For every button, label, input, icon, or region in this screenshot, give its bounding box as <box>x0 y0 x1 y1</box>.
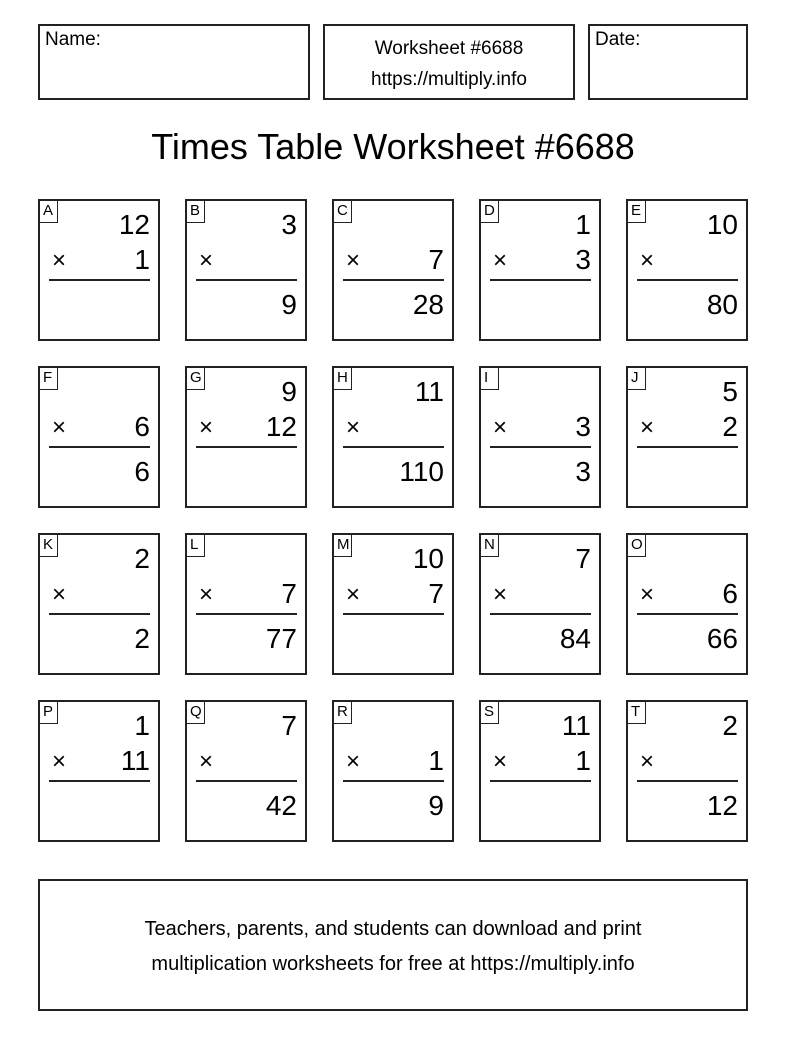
answer-value: 12 <box>706 790 738 821</box>
problem-cell <box>185 533 307 675</box>
problem-letter: D <box>481 201 499 223</box>
footer-line-1: Teachers, parents, and students can download and print <box>144 918 642 940</box>
problem-cell <box>626 366 748 508</box>
problem-letter: G <box>187 368 205 390</box>
answer-value: 3 <box>575 456 591 487</box>
answer-line <box>196 279 297 281</box>
top-factor: 2 <box>134 543 150 574</box>
answer-line <box>343 279 444 281</box>
problem-letter: J <box>628 368 646 390</box>
problem-cell <box>332 199 454 341</box>
problem-letter: K <box>40 535 58 557</box>
page-title: Times Table Worksheet #6688 <box>151 126 635 167</box>
answer-line <box>49 446 150 448</box>
multiply-sign: × <box>346 247 361 274</box>
answer-line <box>196 780 297 782</box>
problem-letter: S <box>481 702 499 724</box>
problem-cell <box>185 700 307 842</box>
top-factor: 5 <box>722 376 738 407</box>
top-factor: 2 <box>722 710 738 741</box>
problem-cell <box>185 199 307 341</box>
answer-value: 42 <box>265 790 297 821</box>
problem-letter: P <box>40 702 58 724</box>
problem-grid <box>38 199 750 843</box>
multiply-sign: × <box>346 748 361 775</box>
answer-line <box>49 279 150 281</box>
multiply-sign: × <box>52 247 67 274</box>
problem-cell <box>479 700 601 842</box>
problem-letter: T <box>628 702 646 724</box>
problem-cell <box>38 366 160 508</box>
worksheet-url: https://multiply.info <box>371 69 527 90</box>
answer-value: 9 <box>281 289 297 320</box>
top-factor: 12 <box>118 209 150 240</box>
multiply-sign: × <box>493 247 508 274</box>
multiply-sign: × <box>199 414 214 441</box>
problem-cell <box>332 700 454 842</box>
multiply-sign: × <box>640 247 655 274</box>
problem-cell <box>332 533 454 675</box>
problem-cell <box>332 366 454 508</box>
problem-letter: L <box>187 535 205 557</box>
multiply-sign: × <box>640 414 655 441</box>
answer-value: 6 <box>134 456 150 487</box>
top-factor: 3 <box>281 209 297 240</box>
bottom-factor: 7 <box>428 578 444 609</box>
problem-letter: C <box>334 201 352 223</box>
multiply-sign: × <box>199 581 214 608</box>
answer-value: 28 <box>412 289 444 320</box>
answer-value: 110 <box>399 456 444 487</box>
answer-value: 2 <box>134 623 150 654</box>
name-label: Name: <box>45 29 101 50</box>
answer-line <box>196 613 297 615</box>
problem-cell <box>479 366 601 508</box>
top-factor: 1 <box>575 209 591 240</box>
bottom-factor: 3 <box>575 244 591 275</box>
multiply-sign: × <box>199 247 214 274</box>
answer-line <box>49 613 150 615</box>
name-field-box[interactable] <box>38 24 310 100</box>
problem-letter: E <box>628 201 646 223</box>
top-factor: 7 <box>281 710 297 741</box>
bottom-factor: 6 <box>134 411 150 442</box>
multiply-sign: × <box>493 414 508 441</box>
top-factor: 10 <box>412 543 444 574</box>
top-factor: 11 <box>414 376 444 407</box>
multiply-sign: × <box>199 748 214 775</box>
answer-line <box>49 780 150 782</box>
answer-line <box>490 279 591 281</box>
bottom-factor: 1 <box>575 745 591 776</box>
answer-line <box>637 780 738 782</box>
problem-cell <box>185 366 307 508</box>
answer-line <box>490 613 591 615</box>
problem-cell <box>626 199 748 341</box>
multiply-sign: × <box>52 414 67 441</box>
footer-line-2: multiplication worksheets for free at https://multiply.info <box>151 953 635 975</box>
multiply-sign: × <box>493 581 508 608</box>
multiply-sign: × <box>640 581 655 608</box>
answer-line <box>490 780 591 782</box>
answer-line <box>343 780 444 782</box>
answer-line <box>637 279 738 281</box>
answer-line <box>196 446 297 448</box>
footer-note <box>38 879 748 1011</box>
bottom-factor: 1 <box>134 244 150 275</box>
answer-value: 77 <box>265 623 297 654</box>
problem-cell <box>626 533 748 675</box>
multiply-sign: × <box>52 581 67 608</box>
problem-cell <box>479 199 601 341</box>
problem-letter: M <box>334 535 352 557</box>
problem-cell <box>38 199 160 341</box>
problem-cell <box>479 533 601 675</box>
top-factor: 7 <box>575 543 591 574</box>
problem-letter: F <box>40 368 58 390</box>
bottom-factor: 11 <box>120 745 150 776</box>
multiply-sign: × <box>493 748 508 775</box>
bottom-factor: 6 <box>722 578 738 609</box>
problem-letter: B <box>187 201 205 223</box>
worksheet-number: Worksheet #6688 <box>374 38 524 59</box>
answer-value: 84 <box>559 623 591 654</box>
problem-letter: O <box>628 535 646 557</box>
problem-cell <box>38 700 160 842</box>
bottom-factor: 3 <box>575 411 591 442</box>
bottom-factor: 1 <box>428 745 444 776</box>
top-factor: 10 <box>706 209 738 240</box>
problem-cell <box>626 700 748 842</box>
answer-value: 80 <box>706 289 738 320</box>
bottom-factor: 7 <box>428 244 444 275</box>
top-factor: 9 <box>281 376 297 407</box>
date-field-box[interactable] <box>588 24 748 100</box>
problem-cell <box>38 533 160 675</box>
answer-line <box>637 446 738 448</box>
multiply-sign: × <box>52 748 67 775</box>
answer-line <box>637 613 738 615</box>
problem-letter: A <box>40 201 58 223</box>
worksheet-id-box <box>323 24 575 100</box>
problem-letter: H <box>334 368 352 390</box>
answer-value: 9 <box>428 790 444 821</box>
bottom-factor: 2 <box>722 411 738 442</box>
bottom-factor: 12 <box>265 411 297 442</box>
multiply-sign: × <box>346 414 361 441</box>
top-factor: 1 <box>134 710 150 741</box>
problem-letter: R <box>334 702 352 724</box>
problem-letter: I <box>481 368 499 390</box>
multiply-sign: × <box>640 748 655 775</box>
answer-line <box>343 446 444 448</box>
answer-value: 66 <box>706 623 738 654</box>
problem-letter: N <box>481 535 499 557</box>
multiply-sign: × <box>346 581 361 608</box>
problem-letter: Q <box>187 702 205 724</box>
top-factor: 11 <box>561 710 591 741</box>
date-label: Date: <box>595 29 641 50</box>
answer-line <box>343 613 444 615</box>
bottom-factor: 7 <box>281 578 297 609</box>
answer-line <box>490 446 591 448</box>
